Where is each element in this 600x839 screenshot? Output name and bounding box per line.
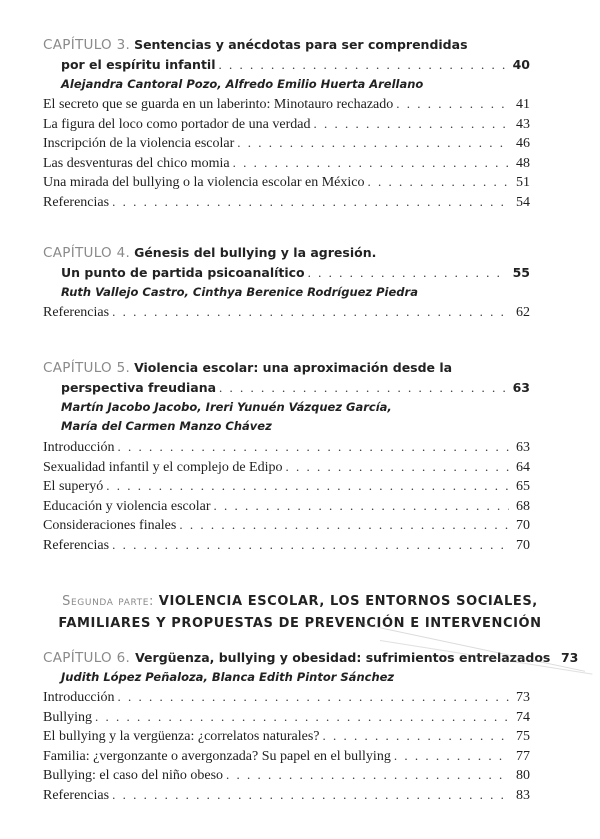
entry-title: El secreto que se guarda en un laberinto: Minotauro rechazado — [43, 97, 394, 112]
entry-page: 73 — [516, 690, 530, 705]
dot-leader — [214, 496, 509, 516]
entry-page: 77 — [516, 748, 530, 764]
entry-page: 41 — [516, 97, 530, 112]
chapter-authors: Martín Jacobo Jacobo, Ireri Yunuén Vázquez García, — [61, 400, 392, 414]
entry-title: Inscripción de la violencia escolar — [43, 136, 235, 151]
chapter-title-line — [43, 648, 579, 668]
entry-page: 46 — [516, 136, 530, 151]
chapter-label: CAPÍTULO 6. — [43, 650, 131, 666]
chapter-title: Violencia escolar: una aproximación desde la — [134, 360, 453, 375]
dot-leader — [219, 55, 506, 75]
dot-leader — [323, 726, 509, 746]
dot-leader — [112, 192, 509, 212]
entry-title: Familia: ¿vergonzante o avergonzada? Su papel en el bullying — [43, 748, 391, 764]
dot-leader — [106, 476, 509, 496]
entry-title: Consideraciones finales — [43, 518, 177, 533]
chapter-title-line — [43, 55, 530, 75]
entry-title: La figura del loco como portador de una verdad — [43, 116, 311, 132]
entry-page: 74 — [516, 709, 530, 725]
chapter-authors: Alejandra Cantoral Pozo, Alfredo Emilio Huerta Arellano — [61, 77, 424, 91]
dot-leader — [112, 302, 509, 322]
toc-entry[interactable] — [43, 302, 530, 322]
toc-entry[interactable] — [43, 192, 530, 212]
entry-title: Referencias — [43, 787, 110, 803]
toc-entry[interactable] — [43, 687, 530, 707]
toc-entry[interactable] — [43, 172, 530, 192]
entry-page: 68 — [516, 498, 530, 514]
entry-title: Educación y violencia escolar — [43, 498, 211, 514]
dot-leader — [179, 515, 509, 535]
entry-title: Referencias — [43, 305, 110, 320]
dot-leader — [368, 172, 509, 192]
chapter-title: Vergüenza, bullying y obesidad: sufrimientos entrelazados — [135, 650, 551, 665]
chapter-authors: Judith López Peñaloza, Blanca Edith Pintor Sánchez — [61, 670, 395, 684]
chapter-page-number: 40 — [512, 57, 530, 72]
toc-entry[interactable] — [43, 785, 530, 805]
chapter-label: CAPÍTULO 5. — [43, 360, 131, 376]
entry-page: 64 — [516, 459, 530, 475]
entry-page: 83 — [516, 787, 530, 803]
toc-entry[interactable] — [43, 496, 530, 516]
dot-leader — [118, 437, 509, 457]
chapter-page-number: 55 — [512, 265, 530, 280]
dot-leader — [226, 765, 509, 785]
entry-title: El bullying y la vergüenza: ¿correlatos naturales? — [43, 729, 320, 744]
entry-title: Bullying — [43, 709, 93, 725]
entry-title: El superyó — [43, 479, 104, 494]
chapter-5-entries — [43, 437, 530, 554]
entry-page: 43 — [516, 116, 530, 132]
chapter-page-number: 63 — [512, 380, 530, 395]
entry-title: Introducción — [43, 690, 115, 705]
chapter-4-entries — [43, 302, 530, 322]
toc-entry[interactable] — [43, 746, 530, 766]
dot-leader — [95, 707, 509, 727]
chapter-title-line — [43, 358, 530, 378]
chapter-label: CAPÍTULO 4. — [43, 245, 131, 261]
dot-leader — [112, 535, 509, 555]
toc-entry[interactable] — [43, 535, 530, 555]
dot-leader — [394, 746, 509, 766]
dot-leader — [313, 114, 509, 134]
part-title-cont: FAMILIARES Y PROPUESTAS DE PREVENCIÓN E INTERVENCIÓN — [58, 616, 542, 631]
toc-entry[interactable] — [43, 476, 530, 496]
toc-entry[interactable] — [43, 726, 530, 746]
entry-page: 80 — [516, 768, 530, 783]
toc-entry[interactable] — [43, 133, 530, 153]
chapter-title: Sentencias y anécdotas para ser comprendidas — [134, 37, 468, 52]
entry-page: 75 — [516, 729, 530, 744]
chapter-title-cont: por el espíritu infantil — [61, 57, 216, 72]
part-heading-line — [0, 613, 600, 635]
entry-title: Las desventuras del chico momia — [43, 155, 230, 171]
dot-leader — [237, 133, 509, 153]
toc-entry[interactable] — [43, 114, 530, 134]
part-title: VIOLENCIA ESCOLAR, LOS ENTORNOS SOCIALES, — [158, 594, 538, 609]
chapter-authors: Ruth Vallejo Castro, Cinthya Berenice Rodríguez Piedra — [61, 285, 418, 299]
toc-entry[interactable] — [43, 515, 530, 535]
part-heading-line — [0, 591, 600, 613]
chapter-6-heading — [43, 648, 579, 687]
toc-entry[interactable] — [43, 437, 530, 457]
toc-entry[interactable] — [43, 707, 530, 727]
entry-page: 51 — [516, 175, 530, 190]
chapter-title-cont: perspectiva freudiana — [61, 380, 217, 395]
dot-leader — [219, 378, 505, 398]
entry-title: Introducción — [43, 440, 115, 455]
part-heading — [0, 591, 600, 635]
chapter-3-entries — [43, 94, 530, 211]
chapter-page-number: 73 — [560, 650, 579, 665]
chapter-title-line — [43, 263, 530, 283]
toc-entry[interactable] — [43, 457, 530, 477]
part-label: Segunda parte: — [62, 594, 155, 609]
dot-leader — [233, 153, 509, 173]
chapter-authors: María del Carmen Manzo Chávez — [61, 419, 272, 433]
chapter-title: Génesis del bullying y la agresión. — [134, 245, 377, 260]
toc-entry[interactable] — [43, 765, 530, 785]
entry-page: 63 — [516, 440, 530, 455]
entry-title: Bullying: el caso del niño obeso — [43, 768, 224, 783]
chapter-6-entries — [43, 687, 530, 804]
chapter-title-line — [43, 35, 530, 55]
entry-title: Sexualidad infantil y el complejo de Edipo — [43, 459, 283, 475]
entry-title: Una mirada del bullying o la violencia escolar en México — [43, 175, 365, 190]
entry-page: 62 — [516, 305, 530, 320]
chapter-title-line — [43, 378, 530, 398]
chapter-5-heading — [43, 358, 530, 436]
entry-title: Referencias — [43, 537, 110, 553]
dot-leader — [308, 263, 505, 283]
chapter-3-heading — [43, 35, 530, 94]
entry-title: Referencias — [43, 194, 110, 210]
entry-page: 48 — [516, 155, 530, 171]
entry-page: 65 — [516, 479, 530, 494]
dot-leader — [112, 785, 509, 805]
dot-leader — [118, 687, 509, 707]
chapter-4-heading — [43, 243, 530, 302]
toc-entry[interactable] — [43, 153, 530, 173]
chapter-label: CAPÍTULO 3. — [43, 37, 131, 53]
entry-page: 54 — [516, 194, 530, 210]
toc-entry[interactable] — [43, 94, 530, 114]
chapter-title-cont: Un punto de partida psicoanalítico — [61, 265, 305, 280]
dot-leader — [286, 457, 510, 477]
entry-page: 70 — [516, 537, 530, 553]
dot-leader — [396, 94, 509, 114]
entry-page: 70 — [516, 518, 530, 533]
chapter-title-line — [43, 243, 530, 263]
